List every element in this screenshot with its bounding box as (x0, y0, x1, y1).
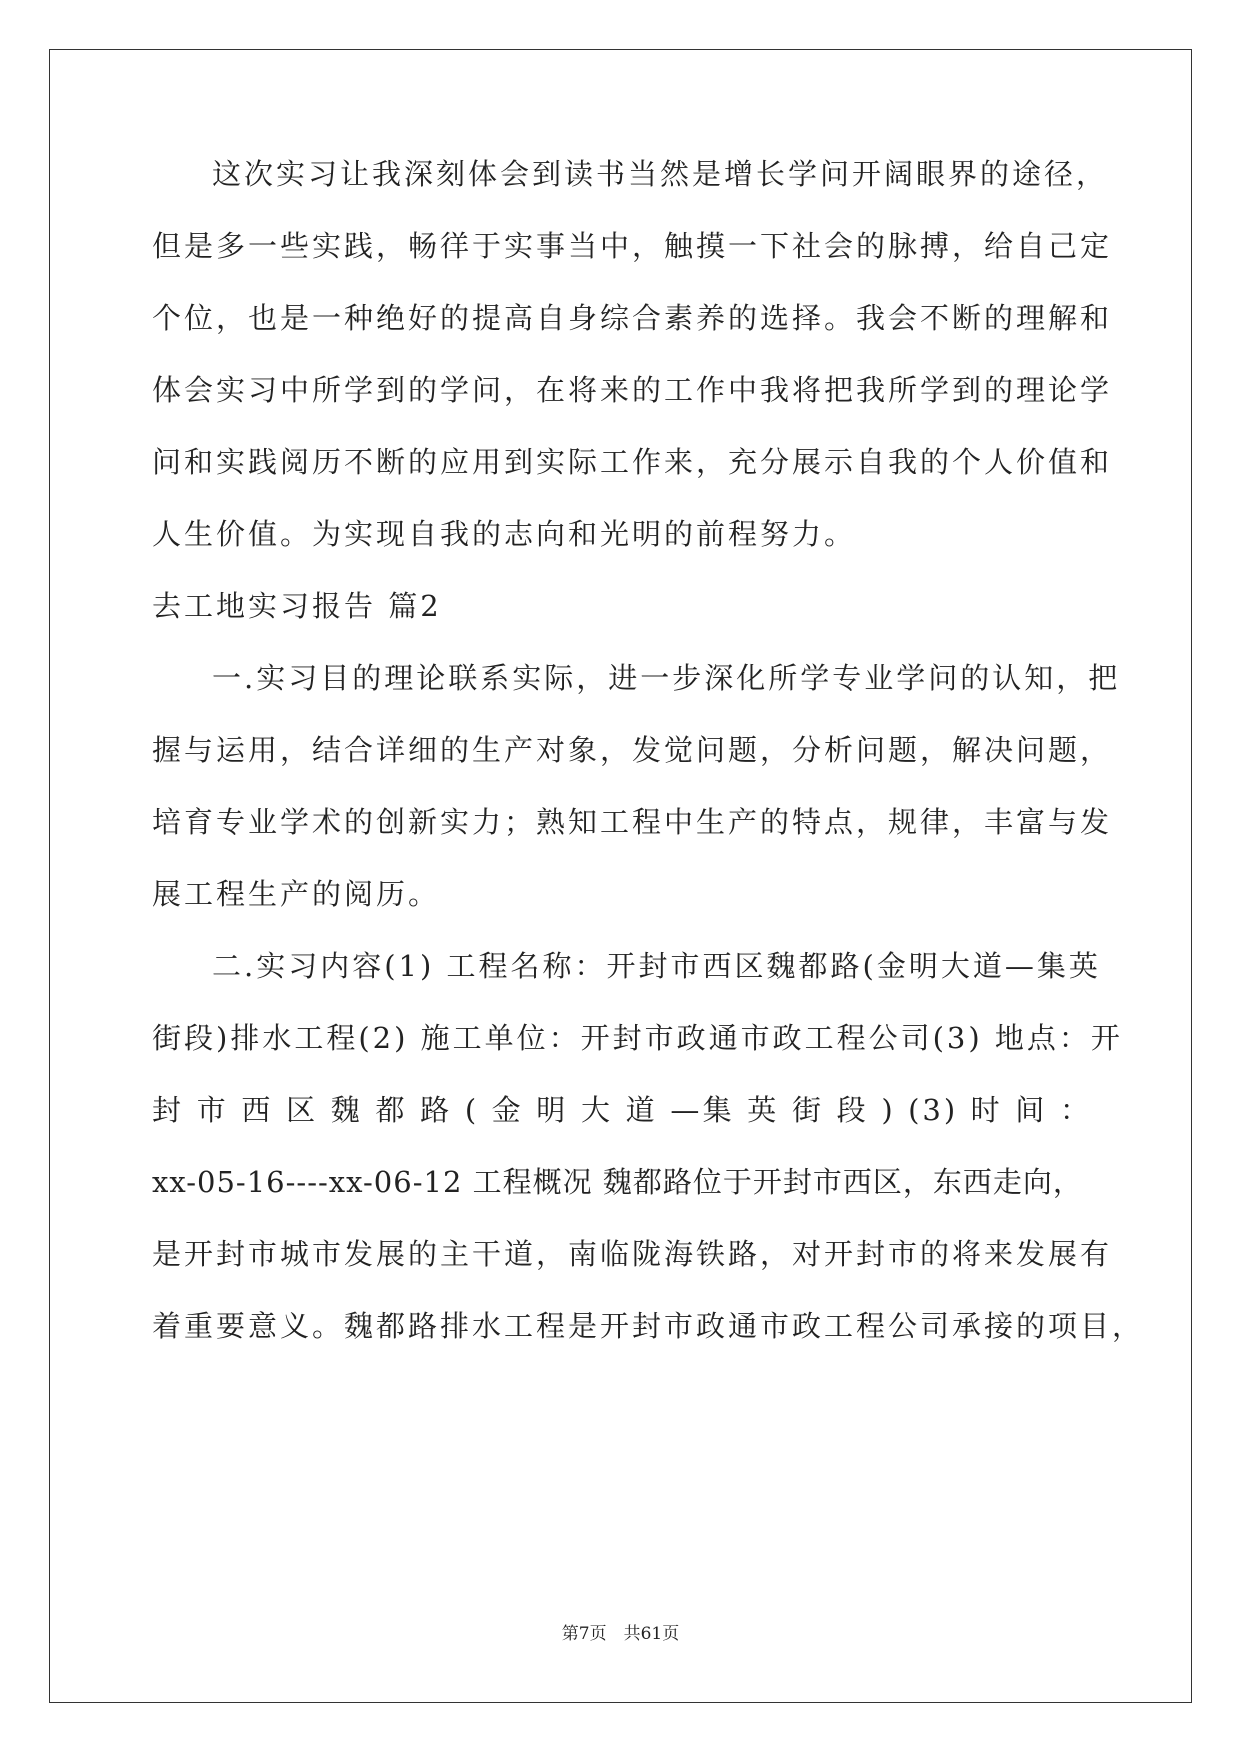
paragraph-line: 问和实践阅历不断的应用到实际工作来，充分展示自我的个人价值和 (152, 445, 1113, 479)
paragraph-line: 展工程生产的阅历。 (152, 877, 441, 911)
paragraph-line: 街段)排水工程(2) 施工单位：开封市政通市政工程公司(3) 地点：开 (152, 1021, 1123, 1055)
section-heading: 去工地实习报告 篇2 (152, 589, 442, 623)
paragraph-line: 二.实习内容(1) 工程名称：开封市西区魏都路(金明大道—集英 (212, 949, 1101, 983)
paragraph-line: 体会实习中所学到的学问，在将来的工作中我将把我所学到的理论学 (152, 373, 1113, 407)
paragraph-line: 培育专业学术的创新实力；熟知工程中生产的特点，规律，丰富与发 (152, 805, 1113, 839)
paragraph-line: 握与运用，结合详细的生产对象，发觉问题，分析问题，解决问题， (152, 733, 1113, 767)
paragraph-line: 封 市 西 区 魏 都 路 ( 金 明 大 道 —集 英 街 段 ) (3) 时 间 ： (152, 1093, 1092, 1127)
paragraph-line: 着重要意义。魏都路排水工程是开封市政通市政工程公司承接的项目， (152, 1309, 1145, 1343)
paragraph-line: 个位，也是一种绝好的提高自身综合素养的选择。我会不断的理解和 (152, 301, 1113, 335)
paragraph-line: 这次实习让我深刻体会到读书当然是增长学问开阔眼界的途径， (212, 157, 1109, 191)
paragraph-line: xx-05-16----xx-06-12 工程概况 魏都路位于开封市西区，东西走向， (152, 1165, 1083, 1199)
paragraph-line: 一.实习目的理论联系实际，进一步深化所学专业学问的认知，把 (212, 661, 1121, 695)
paragraph-line: 是开封市城市发展的主干道，南临陇海铁路，对开封市的将来发展有 (152, 1237, 1113, 1271)
paragraph-line: 人生价值。为实现自我的志向和光明的前程努力。 (152, 517, 857, 551)
paragraph-line: 但是多一些实践，畅徉于实事当中，触摸一下社会的脉搏，给自己定 (152, 229, 1113, 263)
page-number: 第7页 共61页 (561, 1624, 680, 1644)
